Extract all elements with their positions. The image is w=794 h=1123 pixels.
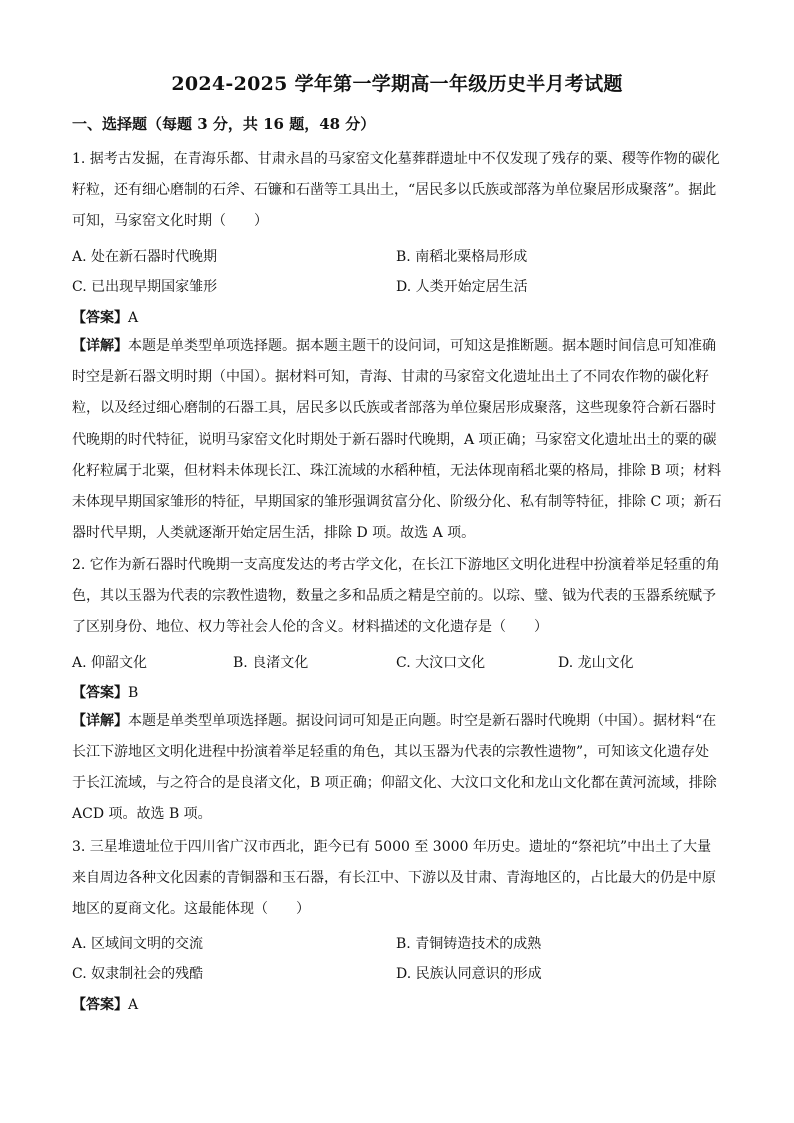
question-1-option-c: C. 已出现早期国家雏形 bbox=[72, 279, 218, 295]
question-2-answer bbox=[72, 682, 138, 702]
question-1-explanation bbox=[72, 331, 722, 549]
question-1-option-a: A. 处在新石器时代晚期 bbox=[72, 249, 218, 265]
question-3-option-d: D. 民族认同意识的形成 bbox=[396, 966, 542, 982]
question-3-answer bbox=[72, 994, 138, 1014]
question-1-stem: 1. 据考古发掘，在青海乐都、甘肃永昌的马家窑文化墓葬群遗址中不仅发现了残存的粟、稷等作物的碳化籽粒，还有细心磨制的石斧、石镰和石凿等工具出土，“居民多以氏族或部落为单位聚居形成聚落”。据此可知，马家窑文化时期（ ） bbox=[72, 151, 720, 229]
question-1-option-b: B. 南稻北粟格局形成 bbox=[396, 249, 528, 265]
question-3-option-a: A. 区域间文明的交流 bbox=[72, 936, 204, 952]
question-2-option-d: D. 龙山文化 bbox=[558, 655, 634, 671]
question-3-stem: 3. 三星堆遗址位于四川省广汉市西北，距今已有 5000 至 3000 年历史。遗址的“祭祀坑”中出土了大量来自周边各种文化因素的青铜器和玉石器，有长江中、下游以及甘肃、青海地区的，占比最大的仍是中原地区的夏商文化。这最能体现（ ） bbox=[72, 839, 716, 917]
page-title: 2024-2025 学年第一学期高一年级历史半月考试题 bbox=[171, 73, 623, 95]
answer-tag: 【答案】 bbox=[72, 997, 128, 1013]
question-2-option-c: C. 大汶口文化 bbox=[396, 655, 486, 671]
answer-value: A bbox=[128, 310, 139, 326]
question-3-option-c: C. 奴隶制社会的残酷 bbox=[72, 966, 204, 982]
answer-value: B bbox=[128, 685, 139, 701]
question-2-stem: 2. 它作为新石器时代晚期一支高度发达的考古学文化，在长江下游地区文明化进程中扮演着举足轻重的角色，其以玉器为代表的宗教性遗物，数量之多和品质之精是空前的。以琮、璧、钺为代表的玉器系统赋予了区别身份、地位、权力等社会人伦的含义。材料描述的文化遗存是（ ） bbox=[72, 557, 720, 635]
question-1-answer bbox=[72, 307, 138, 327]
answer-tag: 【答案】 bbox=[72, 685, 128, 701]
explanation-tag: 【详解】 bbox=[72, 338, 128, 354]
question-2-option-a: A. 仰韶文化 bbox=[72, 655, 148, 671]
answer-tag: 【答案】 bbox=[72, 310, 128, 326]
section-heading: 一、选择题（每题 3 分，共 16 题，48 分） bbox=[72, 115, 376, 133]
answer-value: A bbox=[128, 997, 139, 1013]
explanation-text: 本题是单类型单项选择题。据设问词可知是正向题。时空是新石器时代晚期（中国）。据材料“在长江下游地区文明化进程中扮演着举足轻重的角色，其以玉器为代表的宗教性遗物”，可知该文化遗存处于长江流域，与之符合的是良渚文化，B 项正确；仰韶文化、大汶口文化和龙山文化都在黄河流域，排除 ACD 项。故选 B 项。 bbox=[72, 713, 717, 822]
explanation-text: 本题是单类型单项选择题。据本题主题干的设问词，可知这是推断题。据本题时间信息可知准确时空是新石器文明时期（中国）。据材料可知，青海、甘肃的马家窑文化遗址出土了不同农作物的碳化籽粒，以及经过细心磨制的石器工具，居民多以氏族或者部落为单位聚居形成聚落，这些现象符合新石器时代晚期的时代特征，说明马家窑文化时期处于新石器时代晚期，A 项正确；马家窑文化遗址出土的粟的碳化籽粒属于北粟，但材料未体现长江、珠江流域的水稻种植，无法体现南稻北粟的格局，排除 B 项；材料未体现早期国家雏形的特征，早期国家的雏形强调贫富分化、阶级分化、私有制等特征，排除 C 项；新石器时代早期，人类就逐渐开始定居生活，排除 D 项。故选 A 项。 bbox=[72, 338, 722, 542]
explanation-tag: 【详解】 bbox=[72, 713, 128, 729]
question-2-explanation bbox=[72, 706, 722, 830]
question-2-option-b: B. 良渚文化 bbox=[233, 655, 309, 671]
question-3-option-b: B. 青铜铸造技术的成熟 bbox=[396, 936, 542, 952]
question-1-option-d: D. 人类开始定居生活 bbox=[396, 279, 528, 295]
